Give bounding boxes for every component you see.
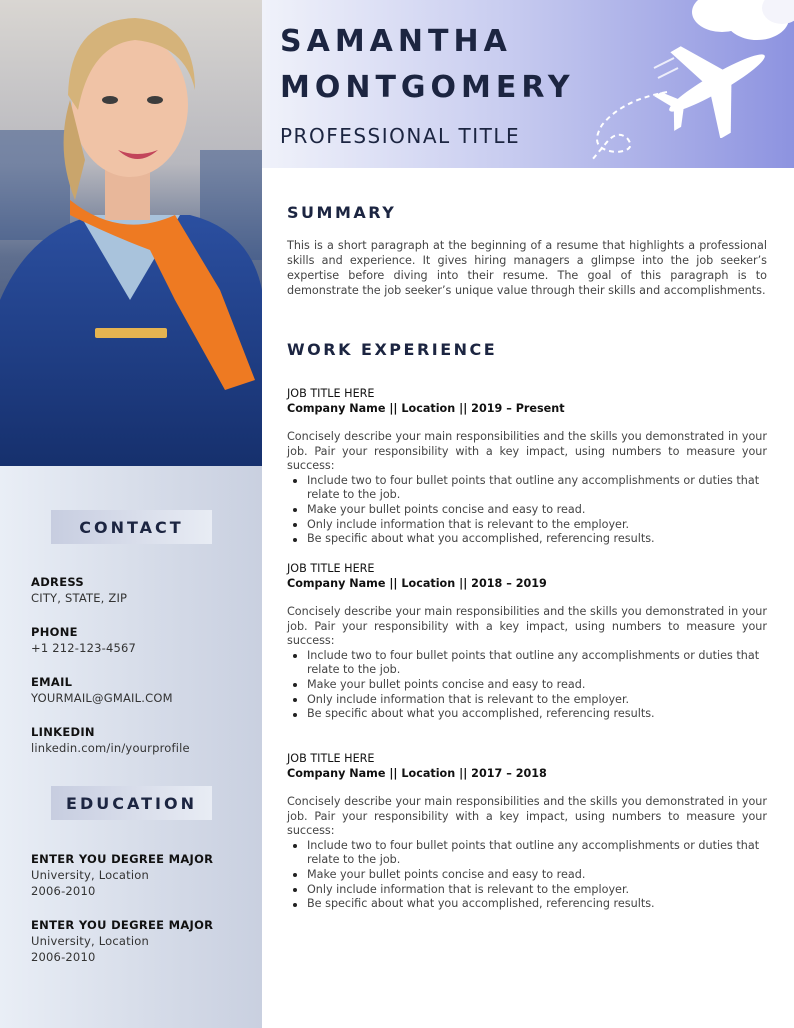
- list-item: Only include information that is relevant to the employer.: [287, 693, 767, 708]
- summary-heading: SUMMARY: [287, 203, 397, 222]
- school: University, Location: [31, 934, 149, 948]
- degree: ENTER YOU DEGREE MAJOR: [31, 852, 214, 866]
- job-entry: [287, 561, 767, 722]
- contact-phone: [31, 624, 251, 656]
- contact-label: LINKEDIN: [31, 725, 95, 739]
- list-item: Be specific about what you accomplished, referencing results.: [287, 532, 767, 547]
- education-heading: EDUCATION: [51, 786, 212, 820]
- professional-title: PROFESSIONAL TITLE: [280, 124, 521, 148]
- header: [262, 0, 794, 168]
- job-title: JOB TITLE HERE: [287, 752, 375, 765]
- summary-text: This is a short paragraph at the beginning of a resume that highlights a professional skills and experience. It gives hiring managers a glimpse into the job seeker’s expertise before diving into their resume. The goal of this paragraph is to demonstrate the job seeker’s unique value through their skills and accomplishments.: [287, 239, 767, 297]
- contact-value: CITY, STATE, ZIP: [31, 591, 128, 605]
- contact-linkedin: [31, 724, 251, 756]
- job-bullets: [287, 839, 767, 912]
- contact-label: PHONE: [31, 625, 78, 639]
- job-description: Concisely describe your main responsibilities and the skills you demonstrated in your job. Pair your responsibility with a key impact, using numbers to measure your success:: [287, 430, 767, 473]
- job-entry: [287, 751, 767, 912]
- job-title: JOB TITLE HERE: [287, 562, 375, 575]
- years: 2006-2010: [31, 884, 96, 898]
- list-item: Include two to four bullet points that outline any accomplishments or duties that relate to the job.: [287, 649, 767, 678]
- job-bullets: [287, 474, 767, 547]
- job-title: JOB TITLE HERE: [287, 387, 375, 400]
- contact-label: ADRESS: [31, 575, 85, 589]
- list-item: Make your bullet points concise and easy to read.: [287, 678, 767, 693]
- list-item: Be specific about what you accomplished, referencing results.: [287, 897, 767, 912]
- contact-email: [31, 674, 251, 706]
- job-entry: [287, 386, 767, 547]
- list-item: Make your bullet points concise and easy to read.: [287, 503, 767, 518]
- list-item: Include two to four bullet points that outline any accomplishments or duties that relate to the job.: [287, 839, 767, 868]
- education-entry: [31, 851, 251, 899]
- contact-value: +1 212-123-4567: [31, 641, 137, 655]
- job-company: Company Name || Location || 2019 – Present: [287, 402, 565, 415]
- degree: ENTER YOU DEGREE MAJOR: [31, 918, 214, 932]
- job-company: Company Name || Location || 2017 – 2018: [287, 767, 547, 780]
- contact-heading: CONTACT: [51, 510, 212, 544]
- list-item: Make your bullet points concise and easy to read.: [287, 868, 767, 883]
- job-description: Concisely describe your main responsibilities and the skills you demonstrated in your job. Pair your responsibility with a key impact, using numbers to measure your success:: [287, 605, 767, 648]
- job-company: Company Name || Location || 2018 – 2019: [287, 577, 547, 590]
- contact-value: YOURMAIL@GMAIL.COM: [31, 691, 173, 705]
- job-bullets: [287, 649, 767, 722]
- education-entry: [31, 917, 251, 965]
- list-item: Include two to four bullet points that outline any accomplishments or duties that relate to the job.: [287, 474, 767, 503]
- school: University, Location: [31, 868, 149, 882]
- years: 2006-2010: [31, 950, 96, 964]
- list-item: Only include information that is relevant to the employer.: [287, 883, 767, 898]
- contact-value: linkedin.com/in/yourprofile: [31, 741, 190, 755]
- list-item: Be specific about what you accomplished, referencing results.: [287, 707, 767, 722]
- profile-photo: [0, 0, 262, 466]
- contact-label: EMAIL: [31, 675, 73, 689]
- name-first: SAMANTHA: [280, 24, 512, 59]
- name-last: MONTGOMERY: [280, 70, 575, 105]
- work-experience-heading: WORK EXPERIENCE: [287, 340, 498, 359]
- airplane-icon: [652, 28, 782, 138]
- contact-address: [31, 574, 251, 606]
- job-description: Concisely describe your main responsibilities and the skills you demonstrated in your job. Pair your responsibility with a key impact, using numbers to measure your success:: [287, 795, 767, 838]
- list-item: Only include information that is relevant to the employer.: [287, 518, 767, 533]
- sidebar: [0, 466, 262, 1028]
